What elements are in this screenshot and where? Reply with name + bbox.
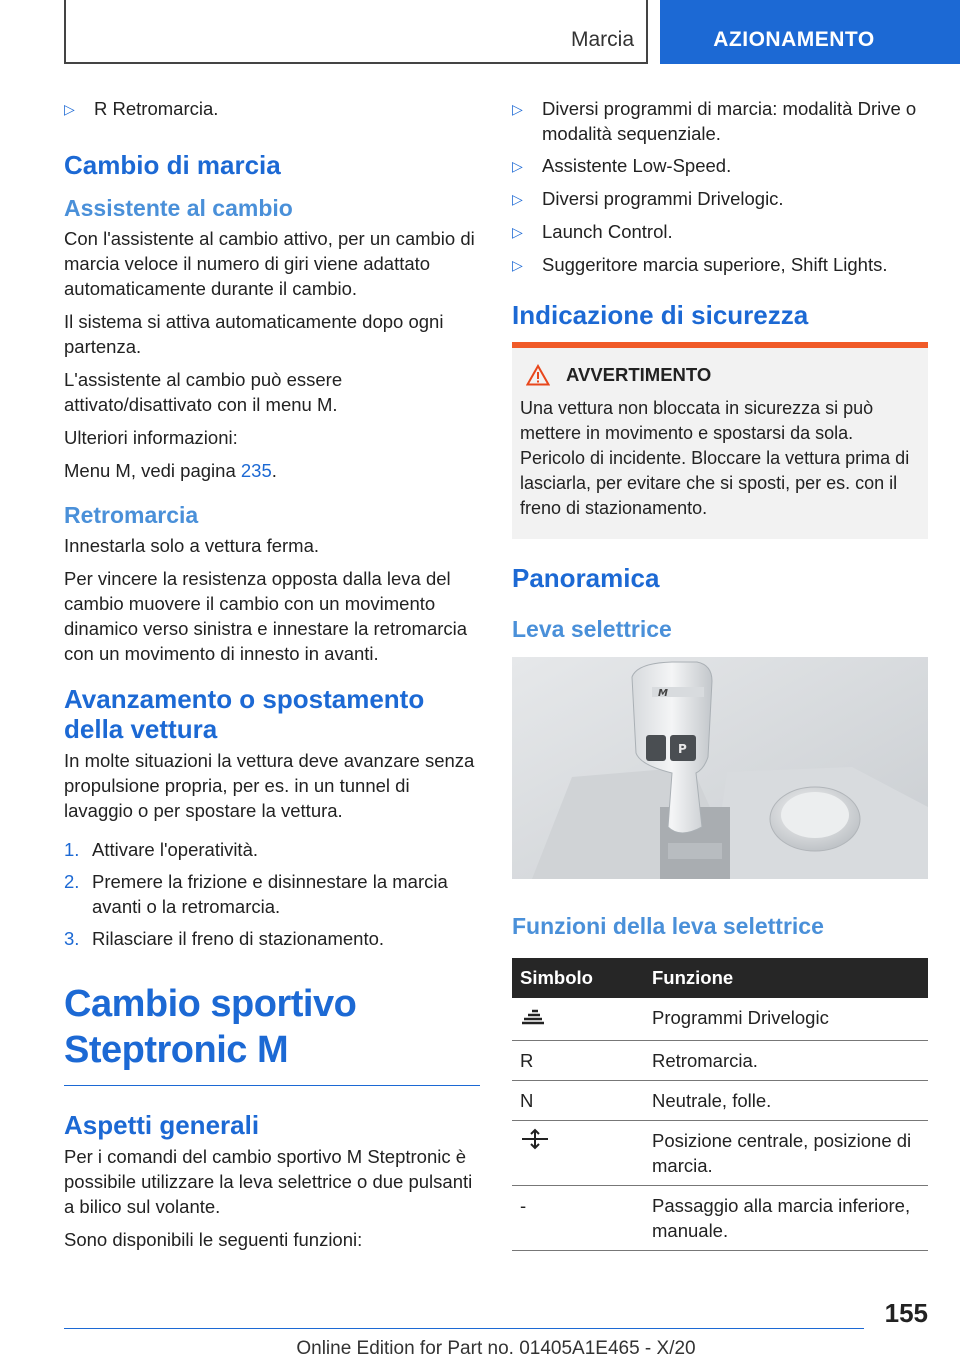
paragraph: Per i comandi del cambio sportivo M Steptronic è possibile utilizzare la leva selettrice o due pulsanti a bilico sul volante. (64, 1146, 473, 1217)
warning-triangle-icon (526, 364, 550, 386)
heading-leva-selettrice: Leva selettrice (512, 616, 672, 642)
list-item: 2. Premere la frizione e disinnestare la marcia avanti o la retromarcia. (64, 871, 448, 917)
heading-aspetti-generali: Aspetti generali (64, 1110, 260, 1140)
heading-panoramica: Panoramica (512, 563, 660, 593)
table-row: N Neutrale, folle. (512, 1081, 928, 1121)
table-row: R Retromarcia. (512, 1041, 928, 1081)
center-position-icon (520, 1128, 550, 1150)
column-header-simbolo: Simbolo (512, 958, 644, 998)
svg-text:P: P (678, 742, 687, 756)
paragraph: In molte situazioni la vettura deve avanzare senza propulsione propria, per es. in un tunnel di lavaggio o per spostare la vettura. (64, 750, 475, 821)
heading-sicurezza: Indicazione di sicurezza (512, 300, 809, 330)
paragraph: L'assistente al cambio può essere attivato/disattivato con il menu M. (64, 369, 343, 415)
heading-assistente: Assistente al cambio (64, 195, 293, 221)
drivelogic-icon (520, 1005, 546, 1027)
functions-table (512, 958, 928, 1251)
paragraph: Il sistema si attiva automaticamente dopo ogni partenza. (64, 311, 444, 357)
paragraph: Con l'assistente al cambio attivo, per un cambio di marcia veloce il numero di giri viene adattato automaticamente durante il cambio. (64, 228, 475, 299)
list-item: ▷ Diversi programmi Drivelogic. (512, 186, 928, 212)
right-column (512, 96, 928, 1251)
column-header-funzione: Funzione (644, 958, 928, 998)
heading-avanzamento: Avanzamento o spostamento della vettura (64, 684, 425, 744)
warning-title: AVVERTIMENTO (520, 364, 920, 386)
table-row: Posizione centrale, posizione di marcia. (512, 1121, 928, 1186)
triangle-bullet-icon: ▷ (512, 224, 523, 240)
header-chapter-label: AZIONAMENTO (713, 28, 875, 51)
table-row: - Passaggio alla marcia inferiore, manuale. (512, 1186, 928, 1251)
heading-retromarcia: Retromarcia (64, 502, 199, 528)
triangle-bullet-icon: ▷ (512, 257, 523, 273)
warning-box (512, 342, 928, 539)
heading-steptronic: Cambio sportivo Steptronic M (64, 983, 357, 1071)
heading-cambio-di-marcia: Cambio di marcia (64, 150, 281, 180)
list-item: ▷ Launch Control. (512, 219, 928, 245)
list-item: ▷ Suggeritore marcia superiore, Shift Lights. (512, 252, 928, 278)
header-section-title: Marcia (570, 28, 634, 51)
heading-divider (64, 1085, 480, 1086)
paragraph: Menu M, vedi pagina 235. (64, 460, 277, 481)
table-header-row (512, 958, 928, 998)
list-item: 3. Rilasciare il freno di stazionamento. (64, 928, 385, 949)
triangle-bullet-icon: ▷ (512, 191, 523, 207)
heading-funzioni: Funzioni della leva selettrice (512, 913, 824, 939)
footer-edition: Online Edition for Part no. 01405A1E465 - X/20 (296, 1338, 696, 1359)
warning-text: Una vettura non bloccata in sicurezza si può mettere in movimento e spostarsi da sola. Pericolo di incidente. Bloccare la vettura prima di lasciarla, per evitare che si sposti, per es. con il freno di stazionamento. (520, 398, 910, 518)
triangle-bullet-icon: ▷ (64, 101, 75, 117)
gear-selector-photo (512, 657, 928, 879)
paragraph: Sono disponibili le seguenti funzioni: (64, 1229, 363, 1250)
header-chapter-tab[interactable] (660, 0, 960, 64)
paragraph: Innestarla solo a vettura ferma. (64, 535, 320, 556)
header-bar (64, 0, 648, 64)
svg-text:M: M (658, 688, 668, 699)
paragraph: Per vincere la resistenza opposta dalla leva del cambio muovere il cambio con un movimento dinamico verso sinistra e innestare la retromarcia con un movimento di innesto in avanti. (64, 568, 468, 664)
list-item: 1. Attivare l'operatività. (64, 839, 258, 860)
left-column (64, 96, 480, 1260)
paragraph: Ulteriori informazioni: (64, 427, 238, 448)
page-link[interactable]: 235 (240, 460, 272, 481)
list-item: ▷ R Retromarcia. (64, 96, 480, 122)
table-row: Programmi Drivelogic (512, 998, 928, 1041)
list-item: ▷ Assistente Low-Speed. (512, 153, 928, 179)
triangle-bullet-icon: ▷ (512, 158, 523, 174)
triangle-bullet-icon: ▷ (512, 101, 523, 117)
page-number: 155 (884, 1298, 928, 1328)
list-item: ▷ Diversi programmi di marcia: modalità Drive o modalità sequenziale. (512, 98, 917, 144)
footer-divider (64, 1328, 864, 1329)
